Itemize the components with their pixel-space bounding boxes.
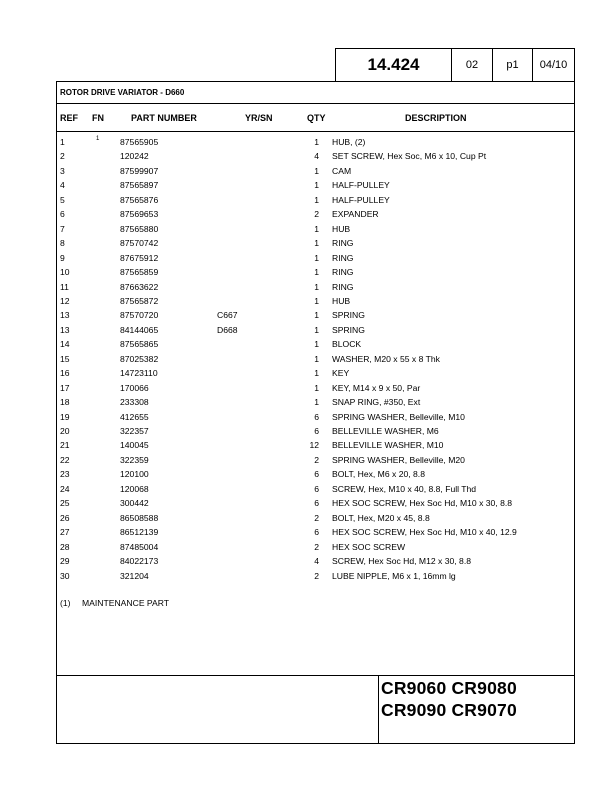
- cell-part-number: 322357: [120, 426, 149, 436]
- header-revision-cell: [452, 49, 492, 81]
- sheet-number: 14.424: [367, 55, 420, 74]
- cell-qty: 1: [314, 281, 319, 292]
- cell-part-number: 84022173: [120, 556, 159, 567]
- cell-ref: 26: [60, 512, 70, 523]
- cell-part-number: 120068: [120, 483, 149, 494]
- cell-ref: 21: [60, 440, 70, 451]
- cell-qty: 2: [314, 209, 319, 220]
- cell-description: BELLEVILLE WASHER, M6: [332, 426, 439, 436]
- cell-ref: 13: [60, 310, 70, 321]
- cell-description: BOLT, Hex, M6 x 20, 8.8: [332, 469, 425, 480]
- cell-ref: 1: [60, 137, 65, 147]
- model-list-line-2: CR9090 CR9070: [381, 700, 517, 720]
- cell-description: BLOCK: [332, 339, 362, 350]
- cell-qty: 1: [314, 339, 319, 350]
- page-number: p1: [506, 59, 519, 71]
- cell-qty: 2: [314, 512, 319, 523]
- column-header-description: DESCRIPTION: [405, 113, 467, 123]
- cell-qty: 6: [314, 483, 319, 494]
- cell-qty: 1: [314, 397, 319, 408]
- table-row: [0, 571, 612, 585]
- cell-part-number: 87675912: [120, 252, 159, 263]
- table-row: [0, 253, 612, 267]
- cell-qty: 1: [314, 368, 319, 379]
- cell-part-number: 14723110: [120, 368, 158, 379]
- cell-part-number: 321204: [120, 570, 149, 581]
- table-row: [0, 397, 612, 411]
- cell-ref: 9: [60, 252, 65, 263]
- column-header-part-number: PART NUMBER: [131, 113, 197, 123]
- cell-ref: 22: [60, 454, 70, 465]
- cell-ref: 14: [60, 339, 70, 350]
- cell-description: HALF-PULLEY: [332, 194, 390, 205]
- cell-part-number: 300442: [120, 498, 149, 509]
- table-row: [0, 542, 612, 556]
- cell-part-number: 87485004: [120, 541, 159, 552]
- table-row: [0, 556, 612, 570]
- frame-title-bottom-line: [56, 103, 575, 104]
- cell-description: LUBE NIPPLE, M6 x 1, 16mm lg: [332, 570, 456, 581]
- cell-description: KEY: [332, 368, 350, 379]
- table-row: [0, 440, 612, 454]
- footnote-marker: (1): [60, 598, 71, 608]
- header-page-cell: [493, 49, 532, 81]
- cell-description: RING: [332, 238, 354, 249]
- table-row: [0, 209, 612, 223]
- table-row: [0, 354, 612, 368]
- cell-description: HALF-PULLEY: [332, 180, 390, 191]
- cell-part-number: 87565876: [120, 194, 159, 205]
- cell-ref: 4: [60, 180, 65, 191]
- cell-qty: 1: [314, 324, 319, 335]
- cell-description: RING: [332, 252, 354, 263]
- header-sheet-number-cell: [336, 49, 451, 81]
- cell-description: HEX SOC SCREW, Hex Soc Hd, M10 x 30, 8.8: [332, 498, 513, 509]
- cell-part-number: 87025382: [120, 353, 159, 364]
- model-list-line-1: CR9060 CR9080: [381, 678, 517, 698]
- cell-ref: 6: [60, 209, 65, 220]
- footnote-text: MAINTENANCE PART: [82, 598, 170, 608]
- cell-qty: 6: [314, 426, 319, 436]
- cell-part-number: 120100: [120, 469, 149, 480]
- table-row: [0, 296, 612, 310]
- cell-part-number: 120242: [120, 151, 149, 162]
- cell-ref: 10: [60, 267, 70, 278]
- cell-description: CAM: [332, 165, 352, 176]
- cell-description: EXPANDER: [332, 209, 379, 220]
- table-row: [0, 469, 612, 483]
- cell-qty: 1: [314, 194, 319, 205]
- table-row: [0, 368, 612, 382]
- table-row: [0, 195, 612, 209]
- table-row: [0, 282, 612, 296]
- cell-qty: 1: [314, 310, 319, 321]
- cell-part-number: 86508588: [120, 512, 159, 523]
- table-row: [0, 339, 612, 353]
- section-title: ROTOR DRIVE VARIATOR - D660: [60, 88, 185, 97]
- cell-description: HUB: [332, 223, 351, 234]
- frame-colhdr-bottom-line: [56, 131, 575, 132]
- cell-ref: 11: [60, 281, 69, 292]
- table-row: [0, 151, 612, 165]
- cell-description: BOLT, Hex, M20 x 45, 8.8: [332, 512, 430, 523]
- cell-qty: 2: [314, 541, 319, 552]
- cell-part-number: 84144065: [120, 324, 159, 335]
- header-date-cell: [533, 49, 574, 81]
- cell-qty: 4: [314, 151, 319, 162]
- cell-part-number: 140045: [120, 440, 149, 451]
- column-header-yr-sn: YR/SN: [245, 113, 273, 123]
- cell-part-number: 87663622: [120, 281, 159, 292]
- cell-part-number: 87565880: [120, 223, 159, 234]
- cell-description: SCREW, Hex, M10 x 40, 8.8, Full Thd: [332, 483, 477, 494]
- cell-description: RING: [332, 267, 354, 278]
- cell-qty: 6: [314, 469, 319, 480]
- cell-qty: 2: [314, 570, 319, 581]
- table-row: [0, 267, 612, 281]
- cell-ref: 8: [60, 238, 65, 249]
- cell-ref: 29: [60, 556, 70, 567]
- cell-description: SCREW, Hex Soc Hd, M12 x 30, 8.8: [332, 556, 471, 567]
- table-row: [0, 426, 612, 440]
- column-header-qty: QTY: [307, 113, 326, 123]
- cell-qty: 2: [314, 454, 319, 465]
- cell-yr-sn: D668: [217, 324, 238, 335]
- cell-description: WASHER, M20 x 55 x 8 Thk: [332, 353, 440, 364]
- cell-qty: 1: [314, 295, 319, 306]
- table-row: [0, 137, 612, 151]
- cell-part-number: 87565905: [120, 137, 159, 147]
- cell-qty: 1: [314, 180, 319, 191]
- cell-ref: 20: [60, 426, 70, 436]
- cell-description: KEY, M14 x 9 x 50, Par: [332, 382, 421, 393]
- cell-part-number: 412655: [120, 411, 149, 422]
- date: 04/10: [539, 59, 568, 71]
- table-row: [0, 498, 612, 512]
- table-row: [0, 484, 612, 498]
- cell-qty: 1: [314, 252, 319, 263]
- table-row: [0, 180, 612, 194]
- cell-qty: 6: [314, 411, 319, 422]
- revision: 02: [465, 59, 479, 71]
- table-row: [0, 455, 612, 469]
- cell-description: SPRING: [332, 324, 365, 335]
- cell-part-number: 87569653: [120, 209, 159, 220]
- cell-qty: 6: [314, 527, 319, 538]
- cell-ref: 7: [60, 223, 65, 234]
- cell-description: SET SCREW, Hex Soc, M6 x 10, Cup Pt: [332, 151, 487, 162]
- cell-description: RING: [332, 281, 354, 292]
- cell-description: SPRING: [332, 310, 365, 321]
- cell-fn: 1: [96, 136, 100, 142]
- cell-ref: 5: [60, 194, 65, 205]
- cell-description: SNAP RING, #350, Ext: [332, 397, 421, 408]
- cell-description: BELLEVILLE WASHER, M10: [332, 440, 444, 451]
- cell-ref: 2: [60, 151, 65, 162]
- cell-qty: 1: [314, 238, 319, 249]
- cell-ref: 18: [60, 397, 70, 408]
- cell-ref: 13: [60, 324, 70, 335]
- cell-qty: 6: [314, 498, 319, 509]
- cell-part-number: 87565865: [120, 339, 159, 350]
- cell-qty: 4: [314, 556, 319, 567]
- cell-part-number: 233308: [120, 397, 149, 408]
- table-row: [0, 513, 612, 527]
- cell-description: HUB: [332, 295, 351, 306]
- cell-ref: 30: [60, 570, 70, 581]
- cell-ref: 16: [60, 368, 70, 379]
- table-row: [0, 325, 612, 339]
- table-row: [0, 238, 612, 252]
- cell-ref: 12: [60, 295, 70, 306]
- table-row: [0, 383, 612, 397]
- cell-description: HEX SOC SCREW: [332, 541, 406, 552]
- cell-yr-sn: C667: [217, 310, 238, 321]
- table-row: [0, 310, 612, 324]
- cell-ref: 3: [60, 165, 65, 176]
- cell-ref: 27: [60, 527, 70, 538]
- cell-part-number: 87565872: [120, 295, 159, 306]
- cell-ref: 25: [60, 498, 70, 509]
- cell-part-number: 87599907: [120, 165, 159, 176]
- table-row: [0, 224, 612, 238]
- frame-bottom-line: [56, 743, 575, 744]
- cell-part-number: 170066: [120, 382, 149, 393]
- cell-ref: 28: [60, 541, 70, 552]
- cell-description: HUB, (2): [332, 137, 366, 147]
- table-row: [0, 166, 612, 180]
- cell-part-number: 87570720: [120, 310, 159, 321]
- frame-footer-top-line: [56, 675, 575, 676]
- cell-ref: 23: [60, 469, 70, 480]
- cell-ref: 17: [60, 382, 70, 393]
- cell-part-number: 87565897: [120, 180, 159, 191]
- cell-description: SPRING WASHER, Belleville, M20: [332, 454, 465, 465]
- table-row: [0, 527, 612, 541]
- table-row: [0, 412, 612, 426]
- cell-qty: 1: [314, 223, 319, 234]
- cell-description: SPRING WASHER, Belleville, M10: [332, 411, 465, 422]
- cell-part-number: 86512139: [120, 527, 159, 538]
- cell-ref: 19: [60, 411, 70, 422]
- cell-part-number: 87570742: [120, 238, 159, 249]
- cell-part-number: 322359: [120, 454, 149, 465]
- column-header-fn: FN: [92, 113, 104, 123]
- cell-qty: 1: [314, 353, 319, 364]
- cell-qty: 1: [314, 382, 319, 393]
- column-header-ref: REF: [60, 113, 78, 123]
- cell-qty: 1: [314, 267, 319, 278]
- cell-qty: 1: [314, 137, 319, 147]
- cell-part-number: 87565859: [120, 267, 159, 278]
- frame-header-bottom-line: [56, 81, 575, 82]
- cell-description: HEX SOC SCREW, Hex Soc Hd, M10 x 40, 12.9: [332, 527, 517, 538]
- cell-qty: 1: [314, 165, 319, 176]
- cell-ref: 24: [60, 483, 70, 494]
- cell-ref: 15: [60, 353, 70, 364]
- footer-divider: [378, 675, 379, 744]
- cell-qty: 12: [309, 440, 319, 451]
